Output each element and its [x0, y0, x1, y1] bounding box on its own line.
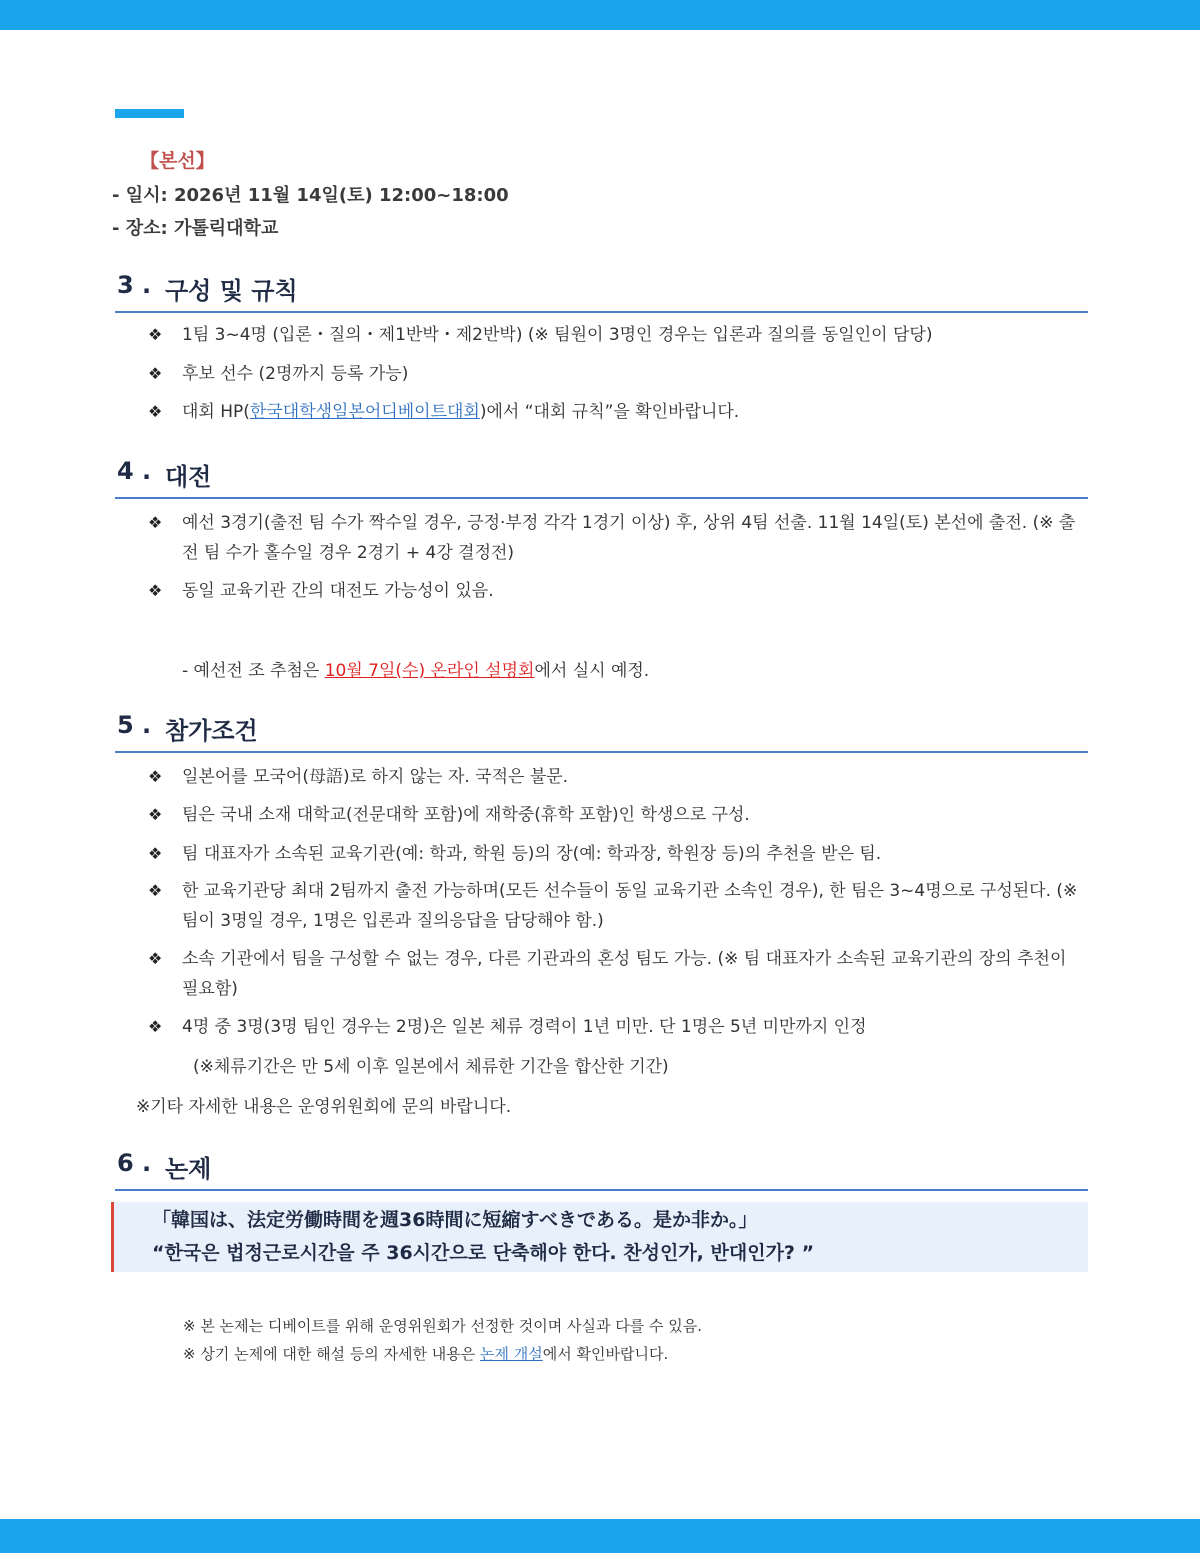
draw-notice	[182, 656, 649, 681]
final-round-venue: - 장소: 가톨릭대학교	[112, 218, 279, 239]
text-prefix: 대회 HP(	[182, 402, 250, 422]
list-item-text: 4명 중 3명(3명 팀인 경우는 2명)은 일본 체류 경력이 1년 미만. 단 1명은 5년 미만까지 인정	[182, 1017, 867, 1037]
section-title: 구성 및 규칙	[165, 277, 298, 305]
list-item-text: 팀 대표자가 소속된 교육기관(예: 학과, 학원 등)의 장(예: 학과장, 학원장 등)의 추천을 받은 팀.	[182, 844, 882, 864]
accent-dash	[115, 109, 184, 118]
contest-homepage-link[interactable]: 한국대학생일본어디베이트대회	[249, 402, 480, 422]
bullet-icon: ❖	[148, 325, 163, 344]
text-suffix: 에서 확인바랍니다.	[542, 1345, 669, 1363]
top-accent-bar	[0, 0, 1200, 30]
bullet-icon: ❖	[148, 805, 163, 824]
text-prefix: ※ 상기 논제에 대한 해설 등의 자세한 내용은	[183, 1345, 481, 1363]
section-number: 6 .	[117, 1149, 152, 1177]
section-title: 참가조건	[165, 717, 258, 745]
final-round-title: 【본선】	[140, 150, 215, 172]
section-number: 4 .	[117, 457, 152, 485]
section-5-heading	[115, 711, 1088, 753]
section-number: 3 .	[117, 271, 152, 299]
text-suffix: 에서 실시 예정.	[534, 661, 650, 681]
bullet-icon: ❖	[148, 881, 163, 900]
residence-note: (※체류기간은 만 5세 이후 일본에서 체류한 기간을 합산한 기간)	[193, 1057, 669, 1077]
list-item-text: 팀은 국내 소재 대학교(전문대학 포함)에 재학중(휴학 포함)인 학생으로 구성.	[182, 805, 750, 825]
bullet-icon: ❖	[148, 949, 163, 968]
list-item-text: 1팀 3~4명 (입론・질의・제1반박・제2반박) (※ 팀원이 3명인 경우는 입론과 질의를 동일인이 담당)	[182, 325, 933, 345]
section-title: 대전	[165, 463, 212, 491]
motion-korean: “한국은 법정근로시간을 주 36시간으로 단축해야 한다. 찬성인가, 반대인가? ”	[152, 1242, 815, 1264]
motion-japanese: 「韓国は、法定労働時間を週36時間に短縮すべきである。是か非か。」	[152, 1209, 758, 1231]
section-6-heading	[115, 1149, 1088, 1191]
bottom-accent-bar	[0, 1519, 1200, 1553]
bullet-icon: ❖	[148, 581, 163, 600]
bullet-icon: ❖	[148, 364, 163, 383]
text-prefix: - 예선전 조 추첨은	[182, 661, 325, 681]
bullet-icon: ❖	[148, 1017, 163, 1036]
list-item-text: 예선 3경기(출전 팀 수가 짝수일 경우, 긍정·부정 각각 1경기 이상) 후, 상위 4팀 선출. 11월 14일(토) 본선에 출전. (※ 출전 팀 수가 홀수일 경우 2경기 + 4강 결정전)	[182, 513, 1076, 563]
section-3-heading	[115, 271, 1088, 313]
list-item-text: 동일 교육기관 간의 대전도 가능성이 있음.	[182, 581, 494, 601]
bullet-icon: ❖	[148, 844, 163, 863]
list-item-text: 한 교육기관당 최대 2팀까지 출전 가능하며(모든 선수들이 동일 교육기관 소속인 경우), 한 팀은 3~4명으로 구성된다. (※ 팀이 3명일 경우, 1명은 입론과 질의응답을 담당해야 함.)	[182, 881, 1078, 931]
online-briefing-link[interactable]: 10월 7일(수) 온라인 설명회	[324, 661, 535, 681]
final-round-date: - 일시: 2026년 11월 14일(토) 12:00~18:00	[112, 185, 509, 206]
inquiry-note: ※기타 자세한 내용은 운영위원회에 문의 바랍니다.	[136, 1097, 512, 1117]
list-item-text: 후보 선수 (2명까지 등록 가능)	[182, 364, 409, 384]
list-item-text: 소속 기관에서 팀을 구성할 수 없는 경우, 다른 기관과의 혼성 팀도 가능. (※ 팀 대표자가 소속된 교육기관의 장의 추천이 필요함)	[182, 949, 1067, 999]
motion-box	[111, 1202, 1088, 1272]
motion-guide-note	[183, 1343, 668, 1364]
text-suffix: )에서 “대회 규칙”을 확인바랍니다.	[479, 402, 740, 422]
section-4-heading	[115, 457, 1088, 499]
bullet-icon: ❖	[148, 767, 163, 786]
section-number: 5 .	[117, 711, 152, 739]
motion-explanation-link[interactable]: 논제 개설	[480, 1345, 543, 1363]
motion-disclaimer: ※ 본 논제는 디베이트를 위해 운영위원회가 선정한 것이며 사실과 다를 수 있음.	[183, 1317, 702, 1335]
bullet-icon: ❖	[148, 513, 163, 532]
list-item-text	[182, 397, 1088, 427]
bullet-icon: ❖	[148, 402, 163, 421]
section-title: 논제	[165, 1155, 212, 1183]
list-item-text: 일본어를 모국어(母語)로 하지 않는 자. 국적은 불문.	[182, 767, 569, 787]
